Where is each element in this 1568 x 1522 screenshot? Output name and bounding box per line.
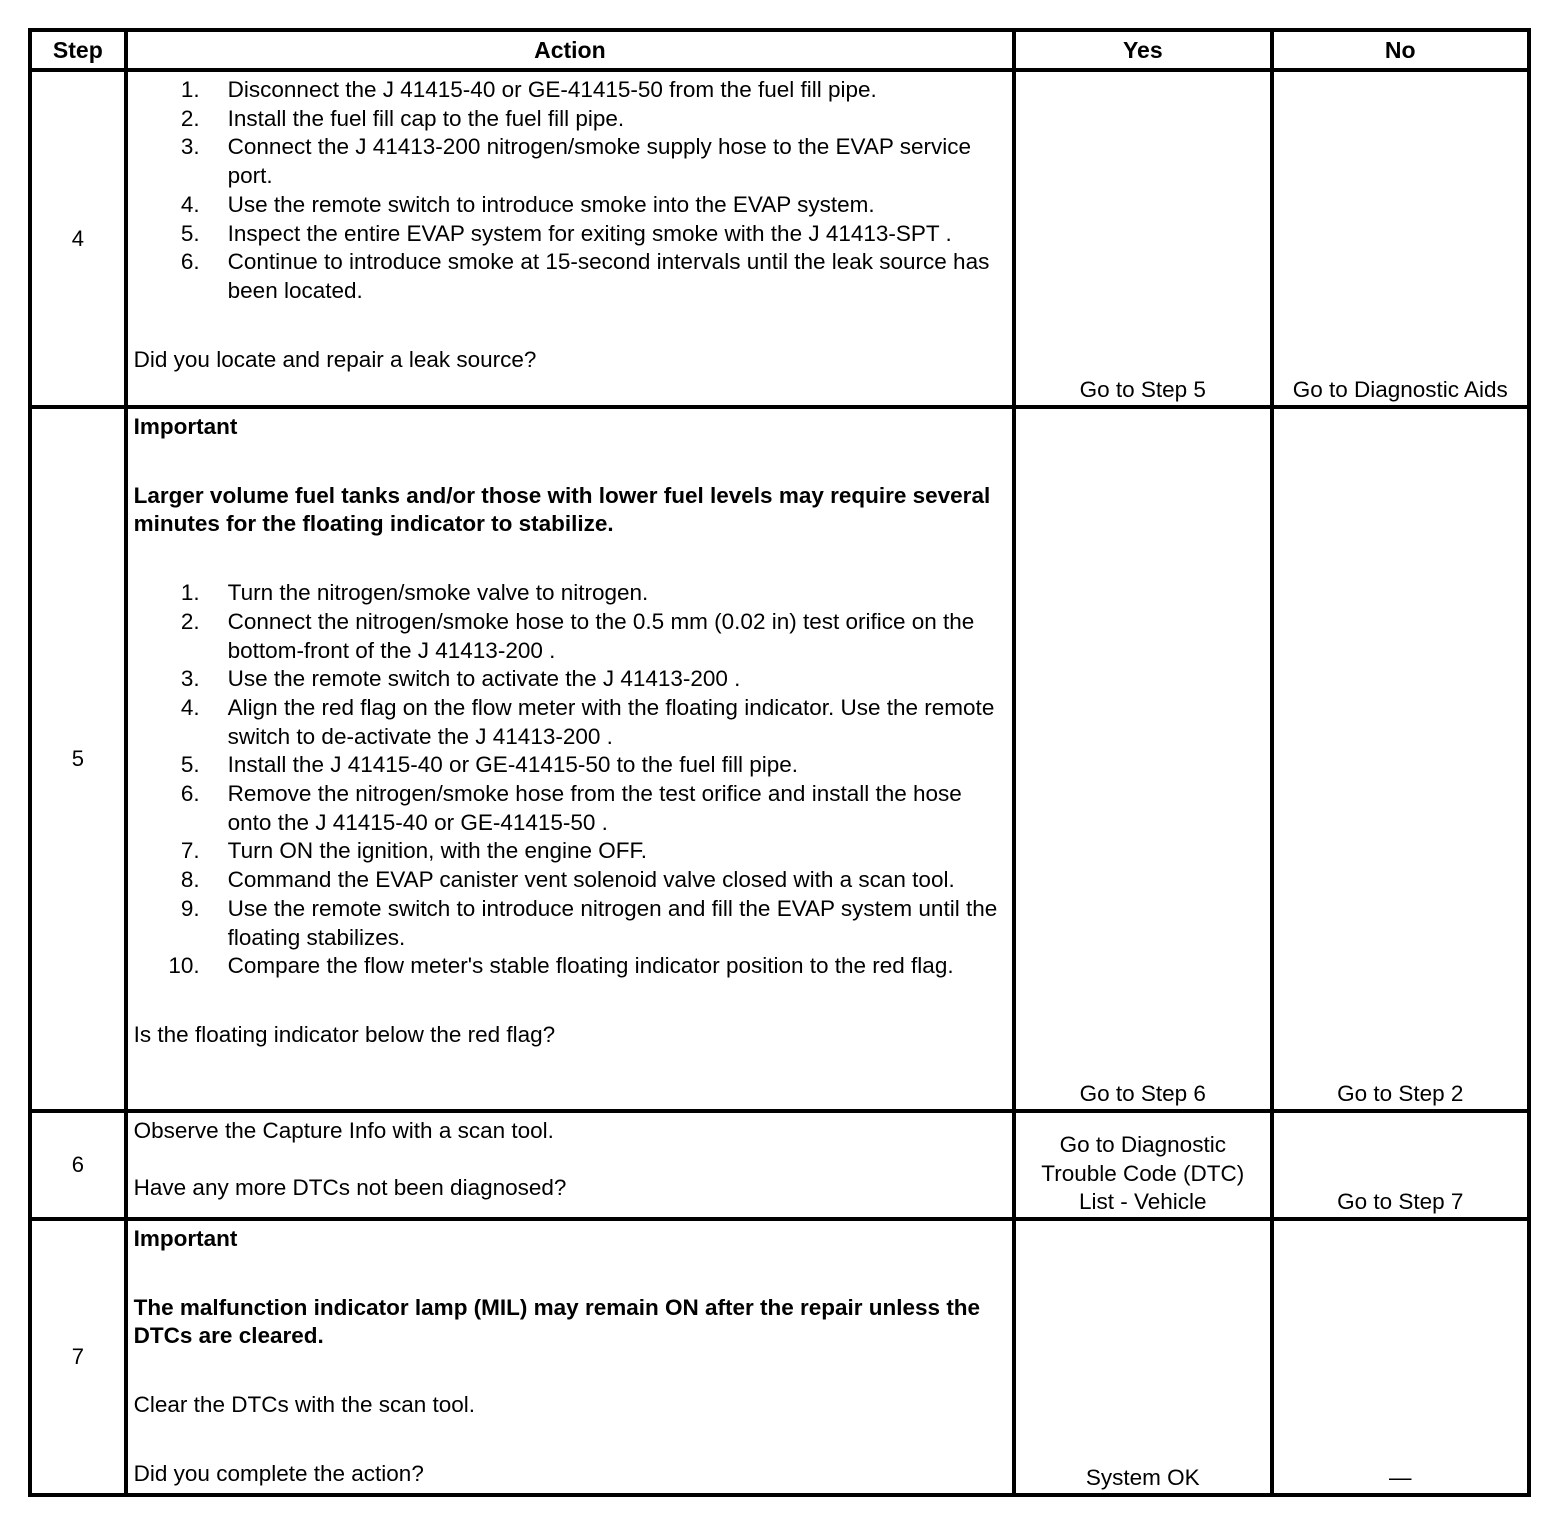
list-item: 4. Use the remote switch to introduce smoke into the EVAP system. — [180, 191, 875, 217]
list-item: 5. Install the J 41415-40 or GE-41415-50 to the fuel fill pipe. — [180, 752, 799, 778]
yes-answer-line: List - Vehicle — [1079, 1189, 1207, 1215]
question-text: Is the floating indicator below the red flag? — [133, 1021, 556, 1047]
step-number: 4 — [30, 70, 126, 407]
yes-answer: Go to Step 6 — [1014, 407, 1271, 1111]
important-label: Important — [133, 1226, 238, 1251]
list-item: 6. Remove the nitrogen/smoke hose from the test orifice and install the hose onto the J 41415-40 or GE-41415-50 . — [180, 781, 962, 835]
list-item: 8. Command the EVAP canister vent solenoid valve closed with a scan tool. — [180, 867, 955, 893]
procedure-list — [134, 76, 1004, 306]
question-text: Have any more DTCs not been diagnosed? — [133, 1175, 567, 1201]
list-item: 3. Connect the J 41413-200 nitrogen/smoke supply hose to the EVAP service port. — [180, 134, 972, 189]
header-action: Action — [126, 30, 1014, 70]
table-row-step-4 — [30, 70, 1529, 407]
no-answer: Go to Diagnostic Aids — [1272, 70, 1529, 407]
important-note: Larger volume fuel tanks and/or those with lower fuel levels may require several minutes for the floating indicator to stabilize. — [133, 482, 991, 537]
header-step: Step — [30, 30, 126, 70]
list-item: 2. Install the fuel fill cap to the fuel fill pipe. — [180, 105, 625, 131]
list-item: 9. Use the remote switch to introduce nitrogen and fill the EVAP system until the floating stabilizes. — [180, 895, 998, 950]
no-answer: Go to Step 2 — [1272, 407, 1529, 1111]
yes-answer — [1014, 1111, 1271, 1219]
list-item: 3. Use the remote switch to activate the J 41413-200 . — [180, 666, 741, 692]
yes-answer-line: Trouble Code (DTC) — [1041, 1160, 1245, 1186]
list-item: 2. Connect the nitrogen/smoke hose to the 0.5 mm (0.02 in) test orifice on the bottom-front of the J 41413-200 . — [180, 608, 975, 663]
action-cell — [126, 1219, 1014, 1495]
list-item: 6. Continue to introduce smoke at 15-second intervals until the leak source has been located. — [180, 249, 990, 303]
step-number: 5 — [30, 407, 126, 1111]
step-number: 7 — [30, 1219, 126, 1495]
no-answer: — — [1272, 1219, 1529, 1495]
action-text: Observe the Capture Info with a scan tool. — [133, 1118, 554, 1143]
diagnostic-table — [28, 28, 1531, 1497]
procedure-list — [134, 579, 1004, 981]
action-cell — [126, 70, 1014, 407]
step-number: 6 — [30, 1111, 126, 1219]
yes-answer: System OK — [1014, 1219, 1271, 1495]
yes-answer: Go to Step 5 — [1014, 70, 1271, 407]
list-item: 5. Inspect the entire EVAP system for exiting smoke with the J 41413-SPT . — [180, 220, 952, 246]
list-item: 4. Align the red flag on the flow meter with the floating indicator. Use the remote switch to de-activate the J 41413-200 . — [180, 694, 995, 749]
question-text: Did you locate and repair a leak source? — [133, 346, 537, 372]
list-item: 7. Turn ON the ignition, with the engine OFF. — [180, 838, 648, 864]
no-answer: Go to Step 7 — [1272, 1111, 1529, 1219]
important-note: The malfunction indicator lamp (MIL) may remain ON after the repair unless the DTCs are cleared. — [133, 1294, 981, 1349]
table-row-step-6 — [30, 1111, 1529, 1219]
action-cell — [126, 407, 1014, 1111]
header-row — [30, 30, 1529, 70]
table-row-step-5 — [30, 407, 1529, 1111]
question-text: Did you complete the action? — [133, 1460, 424, 1486]
action-text: Clear the DTCs with the scan tool. — [133, 1392, 476, 1418]
list-item: 1. Disconnect the J 41415-40 or GE-41415-50 from the fuel fill pipe. — [180, 77, 877, 102]
important-label: Important — [133, 414, 238, 439]
list-item: 10. Compare the flow meter's stable floating indicator position to the red flag. — [168, 953, 954, 979]
action-cell — [126, 1111, 1014, 1219]
list-item: 1. Turn the nitrogen/smoke valve to nitrogen. — [180, 580, 649, 606]
header-no: No — [1272, 30, 1529, 70]
yes-answer-line: Go to Diagnostic — [1059, 1131, 1226, 1157]
header-yes: Yes — [1014, 30, 1271, 70]
table-row-step-7 — [30, 1219, 1529, 1495]
